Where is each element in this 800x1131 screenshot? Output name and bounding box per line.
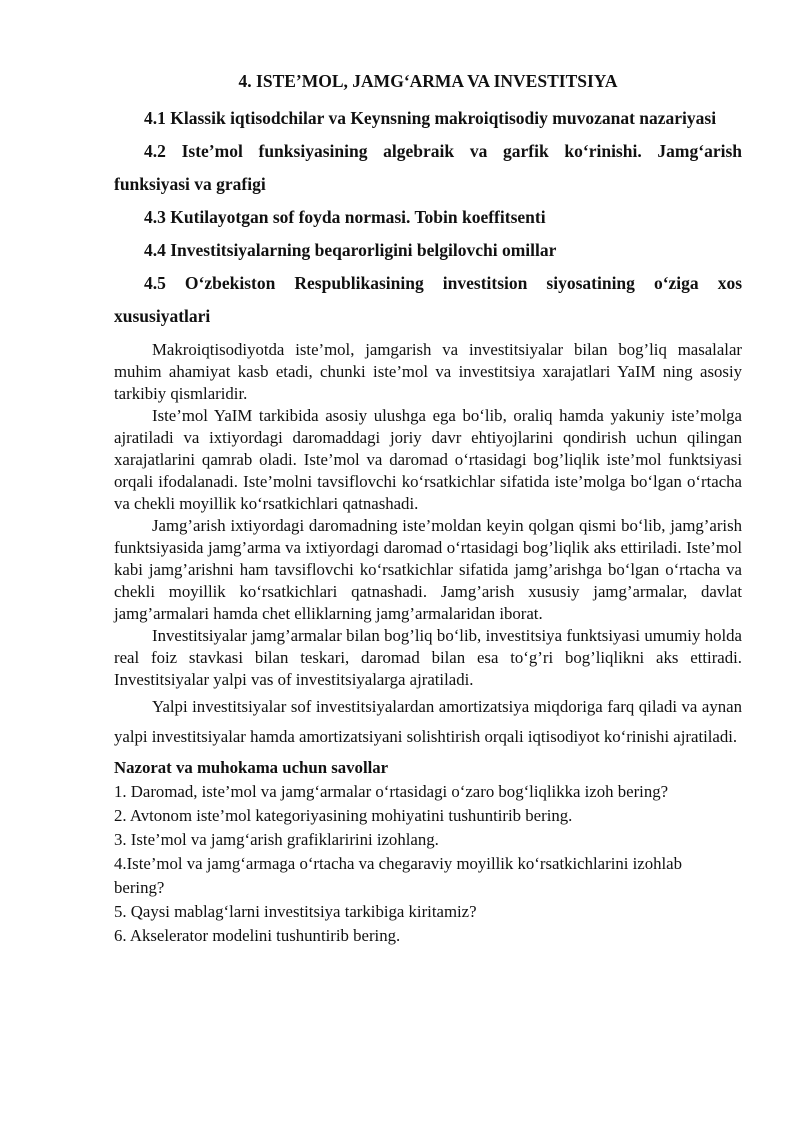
paragraph-intro: Makroiqtisodiyotda iste’mol, jamgarish va investitsiyalar bilan bog’liq masalalar muhim ahamiyat kasb etadi, chunki iste’mol va investitsiya xarajatlari YaIM ning asosiy tarkibiy qismlaridir. [114, 340, 742, 403]
section-heading-4-4: 4.4 Investitsiyalarning beqarorligini belgilovchi omillar [144, 240, 557, 260]
question-item: 4.Iste’mol va jamgʻarmaga oʻrtacha va chegaraviy moyillik koʻrsatkichlarini izohlab bering? [114, 854, 683, 897]
paragraph-gross-investment: Yalpi investitsiyalar sof investitsiyalardan amortizatsiya miqdoriga farq qiladi va aynan yalpi investitsiyalar hamda amortizatsiyani solishtirish orqali iqtisodiyot koʻrinishi ajratiladi. [114, 697, 742, 746]
paragraph-investment: Investitsiyalar jamg’armalar bilan bog’liq bo‘lib, investitsiya funktsiyasi umumiy holda real foiz stavkasi bilan teskari, daromad bilan esa to‘g’ri bog’liqlikni aks ettiradi. Investitsiyalar yalpi vas of investitsiyalarga ajratiladi. [114, 626, 742, 689]
questions-list [114, 780, 742, 948]
paragraph-savings: Jamg’arish ixtiyordagi daromadning iste’moldan keyin qolgan qismi bo‘lib, jamg’arish funktsiyasida jamg’arma va ixtiyordagi daromad o‘rtasidagi bog’liqlik aks ettiriladi. Iste’mol kabi jamg’arishni ham tavsiflovchi ko‘rsatkichlar sifatida jamg’arishga bo‘lgan o‘rtacha va chekli moyillik ko‘rsatkichlari qatnashadi. Jamg’arish xususiy jamg’armalar, davlat jamg’armalari hamda chet elliklarning jamg’armalaridan iborat. [114, 516, 742, 623]
chapter-title: 4. ISTE’MOL, JAMGʻARMA VA INVESTITSIYA [238, 71, 618, 91]
section-heading-4-1: 4.1 Klassik iqtisodchilar va Keynsning makroiqtisodiy muvozanat nazariyasi [144, 108, 717, 128]
document-page [114, 70, 742, 948]
section-heading-4-3: 4.3 Kutilayotgan sof foyda normasi. Tobin koeffitsenti [144, 207, 546, 227]
question-item: 5. Qaysi mablagʻlarni investitsiya tarkibiga kiritamiz? [114, 902, 477, 921]
questions-heading: Nazorat va muhokama uchun savollar [114, 758, 389, 777]
paragraph-consumption: Iste’mol YaIM tarkibida asosiy ulushga ega bo‘lib, oraliq hamda yakuniy iste’molga ajratiladi va ixtiyordagi daromaddagi joriy davr ehtiyojlarini qondirish uchun qilingan xarajatlarini qamrab oladi. Iste’mol va daromad o‘rtasidagi bog’liqlik iste’mol funktsiyasi orqali ifodalanadi. Iste’molni tavsiflovchi ko‘rsatkichlar sifatida iste’molga bo‘lgan o‘rtacha va chekli moyillik ko‘rsatkichlari qatnashadi. [114, 406, 742, 513]
question-item: 6. Akselerator modelini tushuntirib bering. [114, 926, 401, 945]
question-item: 1. Daromad, iste’mol va jamgʻarmalar oʻrtasidagi oʻzaro bogʻliqlikka izoh bering? [114, 782, 669, 801]
section-heading-4-2: 4.2 Iste’mol funksiyasining algebraik va garfik koʻrinishi. Jamgʻarish funksiyasi va grafigi [114, 141, 742, 194]
question-item: 3. Iste’mol va jamgʻarish grafiklaririni izohlang. [114, 830, 439, 849]
section-heading-4-5: 4.5 Oʻzbekiston Respublikasining investitsion siyosatining oʻziga xos xususiyatlari [114, 273, 742, 326]
question-item: 2. Avtonom iste’mol kategoriyasining mohiyatini tushuntirib bering. [114, 806, 573, 825]
